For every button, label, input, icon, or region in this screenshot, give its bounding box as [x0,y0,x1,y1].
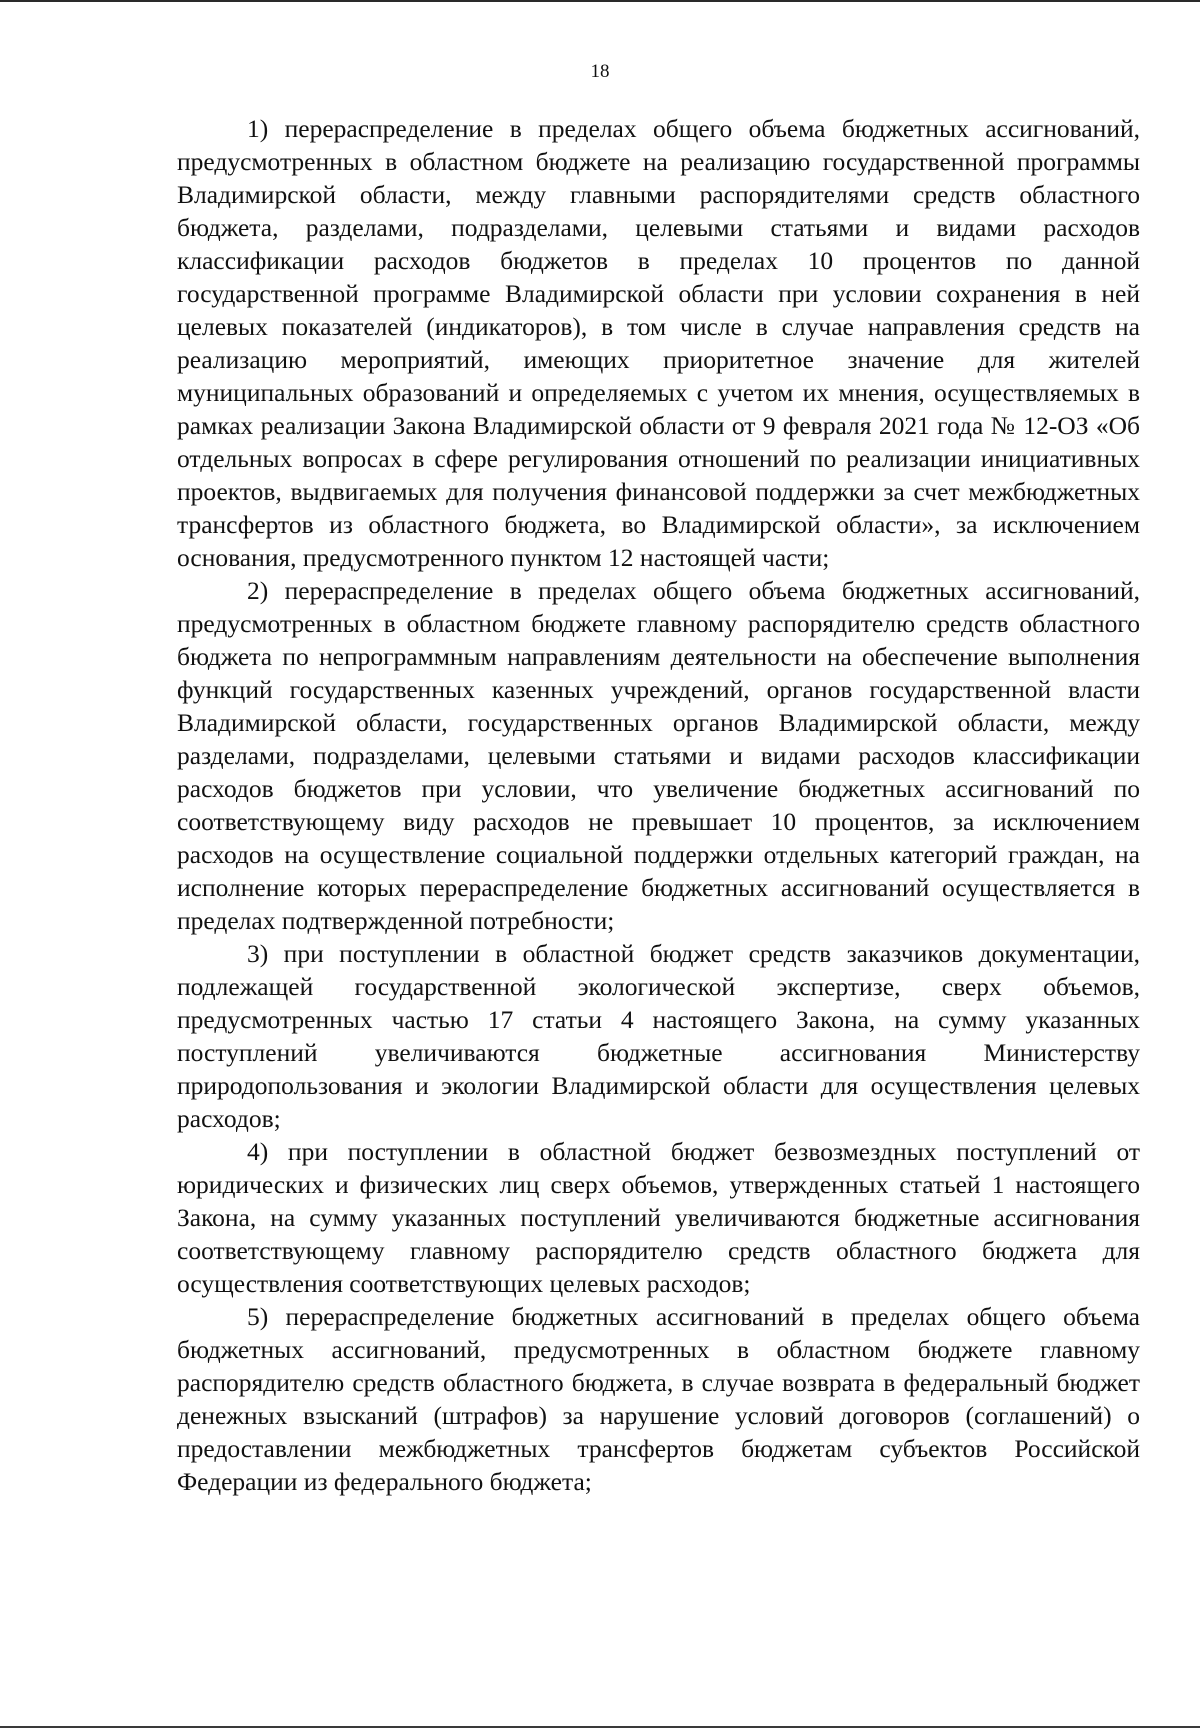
paragraph-item-4: 4) при поступлении в областной бюджет безвозмездных поступлений от юридических и физических лиц сверх объемов, утвержденных статьей 1 настоящего Закона, на сумму указанных поступлений увеличиваются бюджетные ассигнования соответствующему главному распорядителю средств областного бюджета для осуществления соответствующих целевых расходов; [177,1137,1140,1298]
paragraph-item-1: 1) перераспределение в пределах общего объема бюджетных ассигнований, предусмотренных в областном бюджете на реализацию государственной программы Владимирской области, между главными распорядителями средств областного бюджета, разделами, подразделами, целевыми статьями и видами расходов классификации расходов бюджетов в пределах 10 процентов по данной государственной программе Владимирской области при условии сохранения в ней целевых показателей (индикаторов), в том числе в случае направления средств на реализацию мероприятий, имеющих приоритетное значение для жителей муниципальных образований и определяемых с учетом их мнения, осуществляемых в рамках реализации Закона Владимирской области от 9 февраля 2021 года № 12-ОЗ «Об отдельных вопросах в сфере регулирования отношений по реализации инициативных проектов, выдвигаемых для получения финансовой поддержки за счет межбюджетных трансфертов из областного бюджета, во Владимирской области», за исключением основания, предусмотренного пунктом 12 настоящей части; [177,114,1140,572]
paragraph-item-2: 2) перераспределение в пределах общего объема бюджетных ассигнований, предусмотренных в областном бюджете главному распорядителю средств областного бюджета по непрограммным направлениям деятельности на обеспечение выполнения функций государственных казенных учреждений, органов государственной власти Владимирской области, государственных органов Владимирской области, между разделами, подразделами, целевыми статьями и видами расходов классификации расходов бюджетов при условии, что увеличение бюджетных ассигнований по соответствующему виду расходов не превышает 10 процентов, за исключением расходов на осуществление социальной поддержки отдельных категорий граждан, на исполнение которых перераспределение бюджетных ассигнований осуществляется в пределах подтвержденной потребности; [177,576,1140,935]
page-number: 18 [590,61,610,82]
document-body [177,112,1140,1498]
scan-edge-top [0,0,1200,2]
paragraph-item-5: 5) перераспределение бюджетных ассигнований в пределах общего объема бюджетных ассигнований, предусмотренных в областном бюджете главному распорядителю средств областного бюджета, в случае возврата в федеральный бюджет денежных взысканий (штрафов) за нарушение условий договоров (соглашений) о предоставлении межбюджетных трансфертов бюджетам субъектов Российской Федерации из федерального бюджета; [177,1302,1140,1496]
paragraph-item-3: 3) при поступлении в областной бюджет средств заказчиков документации, подлежащей государственной экологической экспертизе, сверх объемов, предусмотренных частью 17 статьи 4 настоящего Закона, на сумму указанных поступлений увеличиваются бюджетные ассигнования Министерству природопользования и экологии Владимирской области для осуществления целевых расходов; [177,939,1140,1133]
